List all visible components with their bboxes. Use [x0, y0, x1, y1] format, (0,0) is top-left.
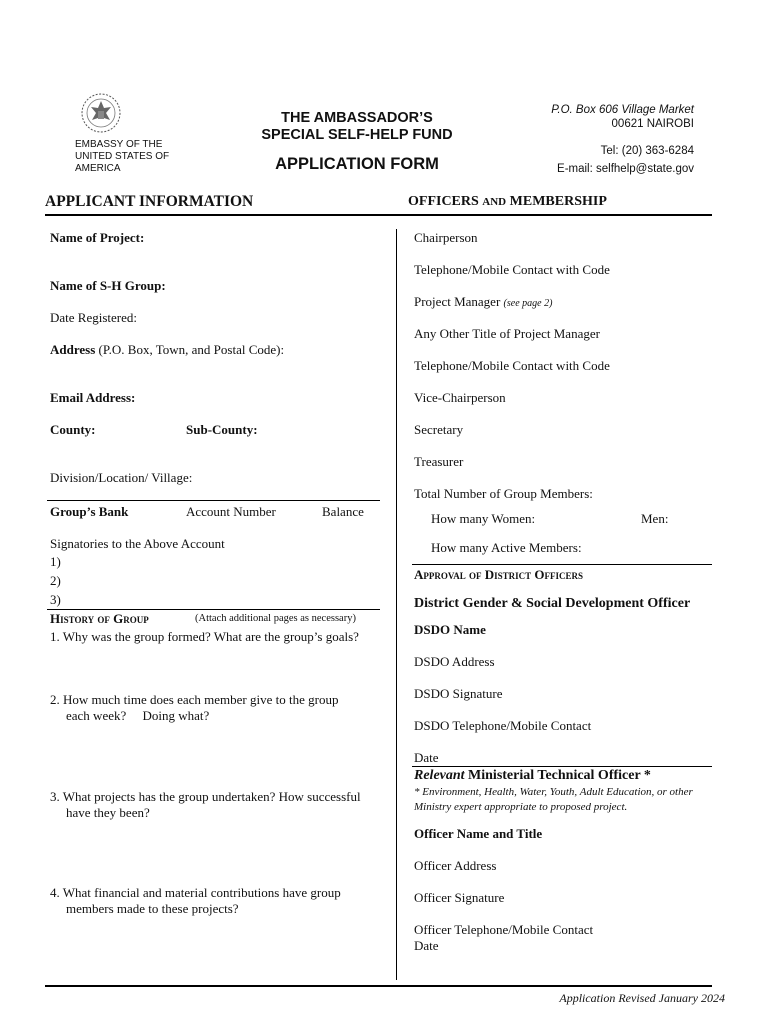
- footer-divider: [45, 985, 712, 987]
- header-divider: [45, 214, 712, 216]
- question-4-line1: 4. What financial and material contributions have group: [50, 885, 341, 900]
- account-number-label: Account Number: [186, 504, 276, 519]
- treasurer-label: Treasurer: [414, 454, 464, 469]
- email-label: Email Address:: [50, 390, 136, 405]
- telephone-contact-2-label: Telephone/Mobile Contact with Code: [414, 358, 610, 373]
- secretary-label: Secretary: [414, 422, 464, 437]
- dsdo-signature-label: DSDO Signature: [414, 686, 503, 701]
- mto-title: [414, 768, 651, 784]
- revision-note: Application Revised January 2024: [559, 991, 725, 1005]
- question-1: 1. Why was the group formed? What are the group’s goals?: [50, 629, 359, 644]
- sub-county-label: Sub-County:: [186, 422, 258, 437]
- signatories-label: Signatories to the Above Account: [50, 536, 225, 551]
- question-4-line2: members made to these projects?: [66, 901, 239, 916]
- telephone-contact-1-label: Telephone/Mobile Contact with Code: [414, 262, 610, 277]
- approval-top-rule: [412, 564, 712, 565]
- column-divider: [396, 229, 397, 980]
- mto-text: Ministerial Technical Officer *: [464, 768, 651, 783]
- fund-title: [240, 110, 474, 144]
- project-manager-text: Project Manager: [414, 294, 501, 309]
- question-3-line1: 3. What projects has the group undertaken? How successful: [50, 789, 361, 804]
- signatory-2: 2): [50, 573, 61, 588]
- telephone: Tel: (20) 363-6284: [600, 145, 694, 157]
- balance-label: Balance: [322, 504, 364, 519]
- dsdo-date-label: Date: [414, 750, 439, 765]
- address-label-rest: (P.O. Box, Town, and Postal Code):: [95, 342, 285, 357]
- date-registered-label: Date Registered:: [50, 310, 137, 325]
- project-manager-note: (see page 2): [503, 298, 553, 309]
- county-label: County:: [50, 422, 96, 437]
- embassy-seal-icon: [80, 92, 122, 134]
- officer-name-label: Officer Name and Title: [414, 826, 543, 841]
- history-top-rule: [47, 609, 380, 610]
- bank-top-rule: [47, 500, 380, 501]
- address-line1: P.O. Box 606 Village Market: [551, 104, 694, 116]
- fund-title-line2: SPECIAL SELF-HELP FUND: [261, 127, 453, 143]
- question-2-line2: each week? Doing what?: [66, 708, 210, 723]
- officer-signature-label: Officer Signature: [414, 890, 505, 905]
- officer-address-label: Officer Address: [414, 858, 497, 873]
- project-manager-label: [414, 294, 552, 310]
- mto-note-line2: Ministry expert appropriate to proposed project.: [414, 801, 628, 813]
- mto-relevant: Relevant: [414, 768, 465, 783]
- group-name-label: Name of S-H Group:: [50, 278, 166, 293]
- officers-title-b: MEMBERSHIP: [506, 194, 607, 209]
- history-note: (Attach additional pages as necessary): [195, 613, 356, 624]
- mto-note-line1: * Environment, Health, Water, Youth, Adult Education, or other: [414, 786, 693, 798]
- officers-title-and: AND: [482, 196, 507, 208]
- form-title: APPLICATION FORM: [275, 155, 439, 173]
- signatory-1: 1): [50, 554, 61, 569]
- embassy-name: [75, 139, 169, 175]
- women-count-label: How many Women:: [431, 511, 536, 526]
- officer-telephone-label: Officer Telephone/Mobile Contact: [414, 922, 594, 937]
- bank-label: Group’s Bank: [50, 504, 129, 519]
- history-title: History of Group: [50, 611, 149, 626]
- project-name-label: Name of Project:: [50, 230, 145, 245]
- signatory-3: 3): [50, 592, 61, 607]
- officers-title-a: OFFICERS: [408, 194, 483, 209]
- chairperson-label: Chairperson: [414, 230, 478, 245]
- other-title-label: Any Other Title of Project Manager: [414, 326, 600, 341]
- approval-title: Approval of District Officers: [414, 567, 583, 582]
- dsdo-telephone-label: DSDO Telephone/Mobile Contact: [414, 718, 592, 733]
- embassy-line: UNITED STATES OF: [75, 151, 170, 162]
- embassy-line: AMERICA: [75, 163, 121, 174]
- dsdo-address-label: DSDO Address: [414, 654, 495, 669]
- men-count-label: Men:: [641, 511, 669, 526]
- active-members-label: How many Active Members:: [431, 540, 582, 555]
- address-label-bold: Address: [50, 342, 96, 357]
- total-members-label: Total Number of Group Members:: [414, 486, 593, 501]
- dsdo-name-label: DSDO Name: [414, 622, 486, 637]
- vice-chairperson-label: Vice-Chairperson: [414, 390, 506, 405]
- address-line2: 00621 NAIROBI: [611, 118, 694, 130]
- embassy-line: EMBASSY OF THE: [75, 139, 163, 150]
- address-label: [50, 342, 284, 358]
- dgso-title: District Gender & Social Development Officer: [414, 596, 691, 611]
- division-label: Division/Location/ Village:: [50, 470, 193, 485]
- mto-top-rule: [412, 766, 712, 767]
- applicant-section-title: APPLICANT INFORMATION: [45, 193, 254, 210]
- fund-title-line1: THE AMBASSADOR’S: [281, 110, 433, 126]
- question-2-line1: 2. How much time does each member give to the group: [50, 692, 339, 707]
- officer-date-label: Date: [414, 938, 439, 953]
- email-address: E-mail: selfhelp@state.gov: [557, 163, 694, 175]
- question-3-line2: have they been?: [66, 805, 150, 820]
- officers-section-title: [408, 194, 607, 210]
